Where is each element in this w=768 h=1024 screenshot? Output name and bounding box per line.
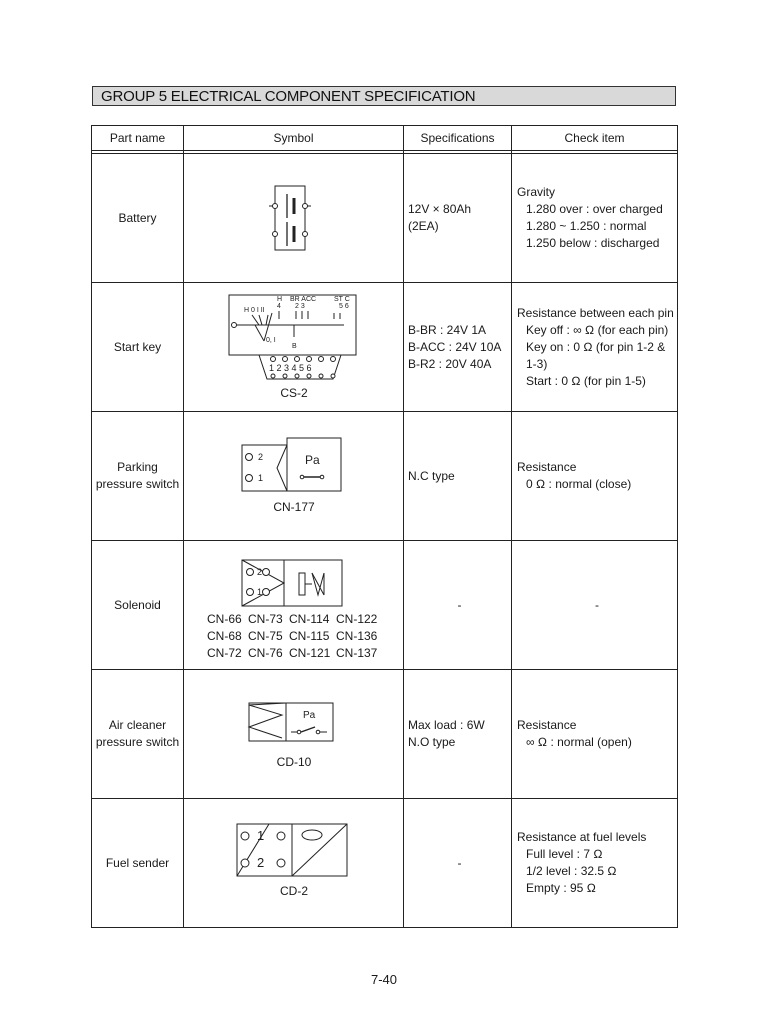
start-key-pin-numbers: 1 2 3 4 5 6 bbox=[269, 363, 312, 373]
connector-id: CN-122 bbox=[336, 612, 378, 626]
connector-list-row bbox=[207, 628, 397, 645]
specification-cell bbox=[404, 670, 512, 799]
part-name: Air cleaner bbox=[108, 718, 167, 732]
start-key-label-st-c: ST C bbox=[334, 296, 350, 303]
pin-2-label: 2 bbox=[257, 567, 263, 577]
spec-line: - bbox=[457, 855, 462, 870]
connector-id: CN-72 bbox=[207, 646, 242, 660]
header-specifications: Specifications bbox=[404, 126, 512, 151]
table-row-parking-pressure-switch bbox=[92, 412, 678, 541]
pa-label: Pa bbox=[305, 453, 320, 467]
spec-line: B-ACC : 24V 10A bbox=[408, 339, 502, 354]
start-key-label-h0i: H 0 I II bbox=[244, 307, 265, 314]
check-line: Resistance bbox=[517, 718, 577, 732]
check-item-cell bbox=[512, 154, 678, 283]
check-line: Key off : ∞ Ω (for each pin) bbox=[526, 322, 669, 337]
connector-id: CN-68 bbox=[207, 629, 242, 643]
table-row-fuel-sender bbox=[92, 799, 678, 928]
header-check-item: Check item bbox=[512, 126, 678, 151]
symbol-cell bbox=[184, 541, 404, 670]
connector-id: CN-136 bbox=[336, 629, 378, 643]
spec-line: B-R2 : 20V 40A bbox=[408, 356, 492, 371]
connector-label: CD-10 bbox=[276, 755, 312, 769]
pin-1-label: 1 bbox=[257, 828, 265, 843]
check-item-cell bbox=[512, 541, 678, 670]
pin-2-label: 2 bbox=[257, 855, 265, 870]
check-line: 1.250 below : discharged bbox=[526, 236, 660, 250]
section-title-bar bbox=[92, 86, 676, 106]
check-line: 1.280 over : over charged bbox=[526, 202, 663, 216]
check-line: Resistance at fuel levels bbox=[517, 830, 647, 844]
connector-list-row bbox=[207, 645, 397, 662]
check-line: Empty : 95 Ω bbox=[526, 881, 596, 895]
check-item-cell bbox=[512, 283, 678, 412]
pin-2-label: 2 bbox=[258, 452, 264, 462]
pa-label: Pa bbox=[303, 710, 316, 721]
connector-id: CN-121 bbox=[289, 646, 331, 660]
start-key-label-23: 2 3 bbox=[295, 303, 305, 310]
symbol-cell bbox=[184, 154, 404, 283]
start-key-label-h: H bbox=[277, 296, 283, 303]
pin-1-label: 1 bbox=[257, 587, 263, 597]
check-line: ∞ Ω : normal (open) bbox=[526, 735, 632, 749]
part-name: Parking bbox=[117, 460, 158, 474]
part-name-cell bbox=[92, 541, 184, 670]
specification-cell bbox=[404, 412, 512, 541]
spec-line: N.O type bbox=[408, 735, 456, 749]
check-line: - bbox=[595, 597, 599, 612]
table-row-air-cleaner-pressure-switch bbox=[92, 670, 678, 799]
component-spec-table bbox=[91, 125, 678, 928]
symbol-cell bbox=[184, 283, 404, 412]
check-item-cell bbox=[512, 799, 678, 928]
spec-line: - bbox=[457, 597, 462, 612]
start-key-label-b: B bbox=[292, 343, 297, 350]
part-name: pressure switch bbox=[95, 477, 180, 491]
specification-cell bbox=[404, 283, 512, 412]
specification-cell bbox=[404, 154, 512, 283]
header-part-name: Part name bbox=[92, 126, 184, 151]
connector-label: CN-177 bbox=[273, 500, 315, 514]
connector-id: CN-114 bbox=[289, 612, 330, 626]
connector-id: CN-73 bbox=[248, 612, 283, 626]
part-name: Fuel sender bbox=[105, 855, 170, 870]
symbol-cell bbox=[184, 799, 404, 928]
spec-line: (2EA) bbox=[408, 219, 439, 233]
part-name-cell bbox=[92, 154, 184, 283]
connector-id: CN-75 bbox=[248, 629, 283, 643]
spec-line: Max load : 6W bbox=[408, 718, 485, 732]
table-row-solenoid bbox=[92, 541, 678, 670]
connector-id: CN-115 bbox=[289, 629, 330, 643]
fuel-sender-symbol bbox=[184, 799, 404, 927]
connector-label: CS-2 bbox=[280, 386, 308, 400]
battery-symbol bbox=[184, 154, 404, 282]
section-title: GROUP 5 ELECTRICAL COMPONENT SPECIFICATION bbox=[101, 88, 476, 105]
part-name: pressure switch bbox=[95, 735, 180, 749]
part-name: Solenoid bbox=[114, 597, 161, 612]
connector-list-row bbox=[207, 611, 397, 628]
start-key-label-0i: 0, I bbox=[266, 337, 276, 344]
start-key-label-br-acc: BR ACC bbox=[290, 296, 317, 303]
page-number: 7-40 bbox=[370, 972, 398, 987]
check-line: 0 Ω : normal (close) bbox=[526, 477, 632, 491]
pin-1-label: 1 bbox=[258, 473, 264, 483]
air-cleaner-switch-symbol bbox=[184, 670, 404, 798]
part-name-cell bbox=[92, 283, 184, 412]
table-row-battery bbox=[92, 154, 678, 283]
specification-cell bbox=[404, 541, 512, 670]
part-name-cell bbox=[92, 670, 184, 799]
part-name: Battery bbox=[118, 210, 157, 225]
table-row-start-key bbox=[92, 283, 678, 412]
check-item-cell bbox=[512, 412, 678, 541]
part-name-cell bbox=[92, 412, 184, 541]
specification-cell bbox=[404, 799, 512, 928]
connector-id: CN-137 bbox=[336, 646, 378, 660]
check-line: Gravity bbox=[517, 185, 556, 199]
connector-id: CN-76 bbox=[248, 646, 283, 660]
part-name-cell bbox=[92, 799, 184, 928]
spec-line: 12V × 80Ah bbox=[408, 202, 472, 216]
connector-list bbox=[207, 611, 397, 662]
start-key-label-56: 5 6 bbox=[339, 303, 349, 310]
start-key-label-4: 4 bbox=[277, 303, 281, 310]
spec-line: B-BR : 24V 1A bbox=[408, 322, 487, 337]
table-header-row bbox=[92, 126, 678, 151]
check-line: Key on : 0 Ω (for pin 1-2 & 1-3) bbox=[526, 339, 666, 371]
check-line: Full level : 7 Ω bbox=[526, 847, 603, 861]
check-line: Resistance between each pin bbox=[517, 305, 674, 320]
pressure-switch-symbol bbox=[184, 412, 404, 540]
check-line: Start : 0 Ω (for pin 1-5) bbox=[526, 373, 646, 388]
symbol-cell bbox=[184, 670, 404, 799]
connector-label: CD-2 bbox=[279, 884, 308, 898]
connector-id: CN-66 bbox=[207, 612, 242, 626]
header-symbol: Symbol bbox=[184, 126, 404, 151]
check-line: 1/2 level : 32.5 Ω bbox=[526, 864, 617, 878]
check-line: 1.280 ~ 1.250 : normal bbox=[526, 219, 647, 233]
symbol-cell bbox=[184, 412, 404, 541]
check-line: Resistance bbox=[517, 460, 577, 474]
spec-line: N.C type bbox=[408, 468, 455, 483]
part-name: Start key bbox=[113, 339, 162, 354]
check-item-cell bbox=[512, 670, 678, 799]
